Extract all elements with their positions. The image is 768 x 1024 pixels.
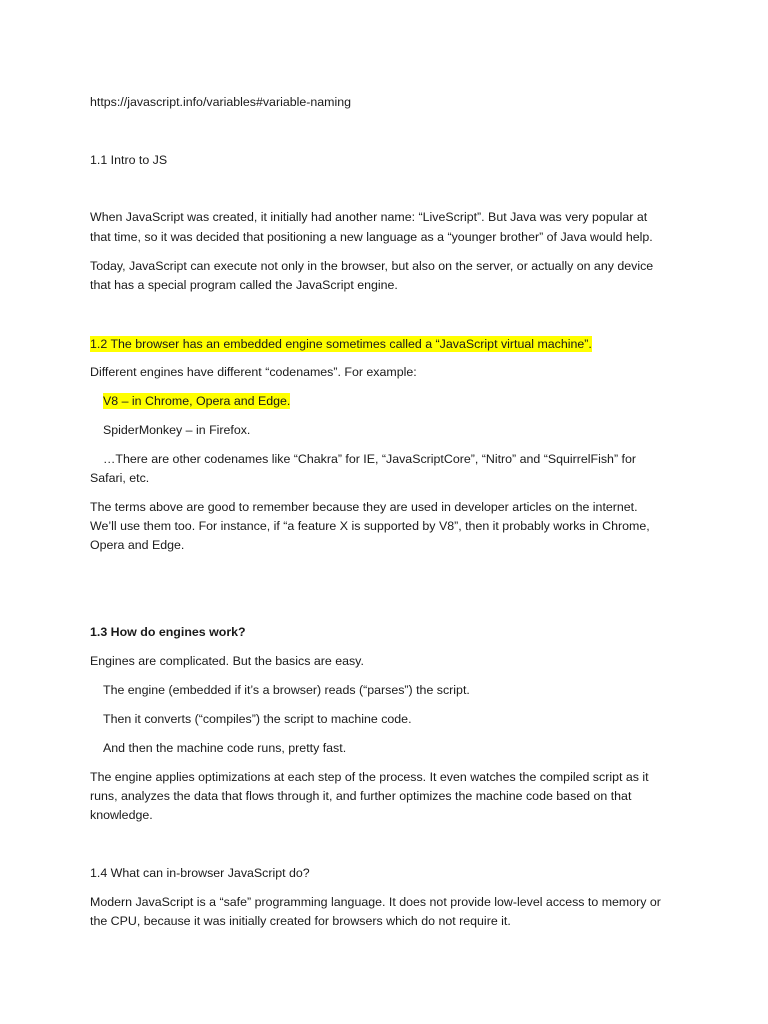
list-item-step: And then the machine code runs, pretty fast. (103, 741, 347, 755)
paragraph-line: The terms above are good to remember because they are used in developer articles on the internet. (90, 500, 638, 514)
paragraph-line: runs, analyzes the data that flows through it, and further optimizes the machine code based on that (90, 789, 632, 803)
paragraph-line: that has a special program called the JavaScript engine. (90, 278, 398, 292)
paragraph-line: Engines are complicated. But the basics are easy. (90, 654, 364, 668)
paragraph-line: that time, so it was decided that positioning a new language as a “younger brother” of Java would help. (90, 230, 653, 244)
heading-1-3: 1.3 How do engines work? (90, 625, 246, 639)
heading-1-1: 1.1 Intro to JS (90, 153, 168, 167)
heading-1-4: 1.4 What can in-browser JavaScript do? (90, 866, 310, 880)
list-item-other: …There are other codenames like “Chakra” for IE, “JavaScriptCore”, “Nitro” and “SquirrelFish” for (103, 452, 636, 466)
list-item-step: The engine (embedded if it’s a browser) reads (“parses”) the script. (103, 683, 470, 697)
heading-1-2-highlighted: 1.2 The browser has an embedded engine sometimes called a “JavaScript virtual machine”. (90, 337, 592, 351)
paragraph-line: Different engines have different “codenames”. For example: (90, 365, 417, 379)
paragraph-line: Today, JavaScript can execute not only in the browser, but also on the server, or actually on any device (90, 259, 654, 273)
paragraph-line: When JavaScript was created, it initially had another name: “LiveScript”. But Java was very popular at (90, 210, 648, 224)
paragraph-line: Opera and Edge. (90, 538, 185, 552)
list-item-spidermonkey: SpiderMonkey – in Firefox. (103, 423, 251, 437)
list-item-v8-highlighted: V8 – in Chrome, Opera and Edge. (103, 394, 291, 408)
paragraph-line: Modern JavaScript is a “safe” programming language. It does not provide low-level access to memory or (90, 895, 661, 909)
paragraph-line: We’ll use them too. For instance, if “a feature X is supported by V8”, then it probably works in Chrome, (90, 519, 650, 533)
paragraph-line: The engine applies optimizations at each step of the process. It even watches the compiled script as it (90, 770, 649, 784)
list-item-other-cont: Safari, etc. (90, 471, 150, 485)
url-link[interactable]: https://javascript.info/variables#variable-naming (90, 95, 352, 109)
paragraph-line: the CPU, because it was initially created for browsers which do not require it. (90, 914, 511, 928)
list-item-step: Then it converts (“compiles”) the script to machine code. (103, 712, 412, 726)
paragraph-line: knowledge. (90, 808, 153, 822)
